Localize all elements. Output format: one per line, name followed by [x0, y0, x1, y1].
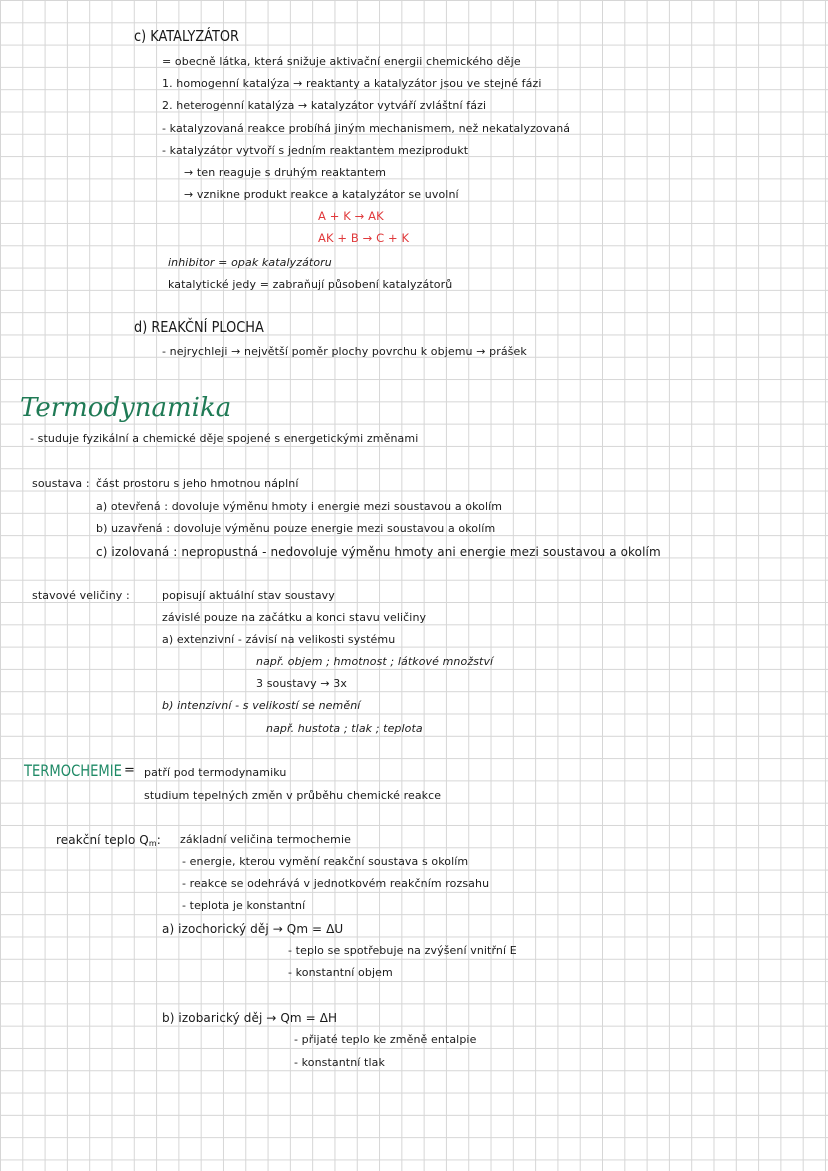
- soustava-label: soustava :: [32, 477, 90, 490]
- reakcni-teplo-bullet-energie: - energie, kterou vymění reakční soustava s okolím: [182, 855, 469, 868]
- katalyzator-arrow-reaguje: → ten reaguje s druhým reaktantem: [184, 166, 387, 179]
- reakcni-teplo-bullet-rozsah: - reakce se odehrává v jednotkovém reakčním rozsahu: [182, 877, 490, 890]
- soustava-izolovana: c) izolovaná : nepropustná - nedovoluje výměnu hmoty ani energie mezi soustavou a okolím: [96, 545, 661, 559]
- extenzivni-note: 3 soustavy → 3x: [256, 677, 347, 690]
- intenzivni-example: např. hustota ; tlak ; teplota: [266, 722, 423, 735]
- soustava-definition: část prostoru s jeho hmotnou náplní: [96, 477, 299, 490]
- izochoricky-dej: a) izochorický děj → Qm = ΔU: [162, 922, 344, 936]
- reakcni-teplo-label: [56, 833, 161, 851]
- izochoricky-bullet-teplo: - teplo se spotřebuje na zvýšení vnitřní E: [288, 944, 517, 957]
- termochemie-line1: patří pod termodynamiku: [144, 766, 287, 779]
- termodynamika-description: - studuje fyzikální a chemické děje spojené s energetickými změnami: [30, 432, 419, 445]
- stavove-veliciny-line1: popisují aktuální stav soustavy: [162, 589, 335, 602]
- intenzivni-line: b) intenzivní - s velikostí se nemění: [162, 699, 361, 712]
- inhibitor-line: inhibitor = opak katalyzátoru: [168, 256, 332, 269]
- katalyzator-definition: = obecně látka, která snižuje aktivační energii chemického děje: [162, 55, 521, 68]
- reakcni-teplo-label-suffix: :: [156, 833, 161, 847]
- izochoricky-bullet-objem: - konstantní objem: [288, 966, 393, 979]
- stavove-veliciny-line2: závislé pouze na začátku a konci stavu veličiny: [162, 611, 427, 624]
- izobaricky-dej: b) izobarický děj → Qm = ΔH: [162, 1011, 338, 1025]
- izobaricky-bullet-tlak: - konstantní tlak: [294, 1056, 385, 1069]
- soustava-uzavrena: b) uzavřená : dovoluje výměnu pouze energie mezi soustavou a okolím: [96, 522, 496, 535]
- katalyzator-item-homogenni: 1. homogenní katalýza → reaktanty a katalyzátor jsou ve stejné fázi: [162, 77, 542, 90]
- katalyzator-item-heterogenni: 2. heterogenní katalýza → katalyzátor vytváří zvláštní fázi: [162, 99, 487, 112]
- reakcni-teplo-bullet-teplota: - teplota je konstantní: [182, 899, 306, 912]
- katalyzator-bullet-meziprodukt: - katalyzátor vytvoří s jedním reaktantem meziprodukt: [162, 144, 469, 157]
- extenzivni-line: a) extenzivní - závisí na velikosti systému: [162, 633, 396, 646]
- termochemie-line2: studium tepelných změn v průběhu chemické reakce: [144, 789, 442, 802]
- termochemie-title: TERMOCHEMIE: [24, 761, 122, 780]
- reakcni-teplo-label-subscript: m: [148, 839, 157, 848]
- termochemie-equals: =: [124, 763, 135, 778]
- katalyticke-jedy-line: katalytické jedy = zabraňují působení katalyzátorů: [168, 278, 453, 291]
- reakcni-teplo-label-text: reakční teplo Q: [56, 833, 149, 847]
- katalyzator-heading: c) KATALYZÁTOR: [134, 27, 240, 45]
- soustava-otevrena: a) otevřená : dovoluje výměnu hmoty i energie mezi soustavou a okolím: [96, 500, 503, 513]
- extenzivni-example: např. objem ; hmotnost ; látkové množství: [256, 655, 494, 668]
- reakcni-plocha-heading: d) REAKČNÍ PLOCHA: [134, 318, 264, 336]
- reakcni-teplo-definition: základní veličina termochemie: [180, 833, 351, 846]
- equation-2: AK + B → C + K: [318, 231, 410, 245]
- izobaricky-bullet-entalpie: - přijaté teplo ke změně entalpie: [294, 1033, 477, 1046]
- termodynamika-title: Termodynamika: [20, 393, 232, 423]
- equation-1: A + K → AK: [318, 209, 384, 223]
- reakcni-plocha-bullet: - nejrychleji → největší poměr plochy povrchu k objemu → prášek: [162, 345, 527, 358]
- katalyzator-arrow-vznikne: → vznikne produkt reakce a katalyzátor se uvolní: [184, 188, 459, 201]
- katalyzator-bullet-mechanismus: - katalyzovaná reakce probíhá jiným mechanismem, než nekatalyzovaná: [162, 122, 571, 135]
- stavove-veliciny-label: stavové veličiny :: [32, 589, 130, 602]
